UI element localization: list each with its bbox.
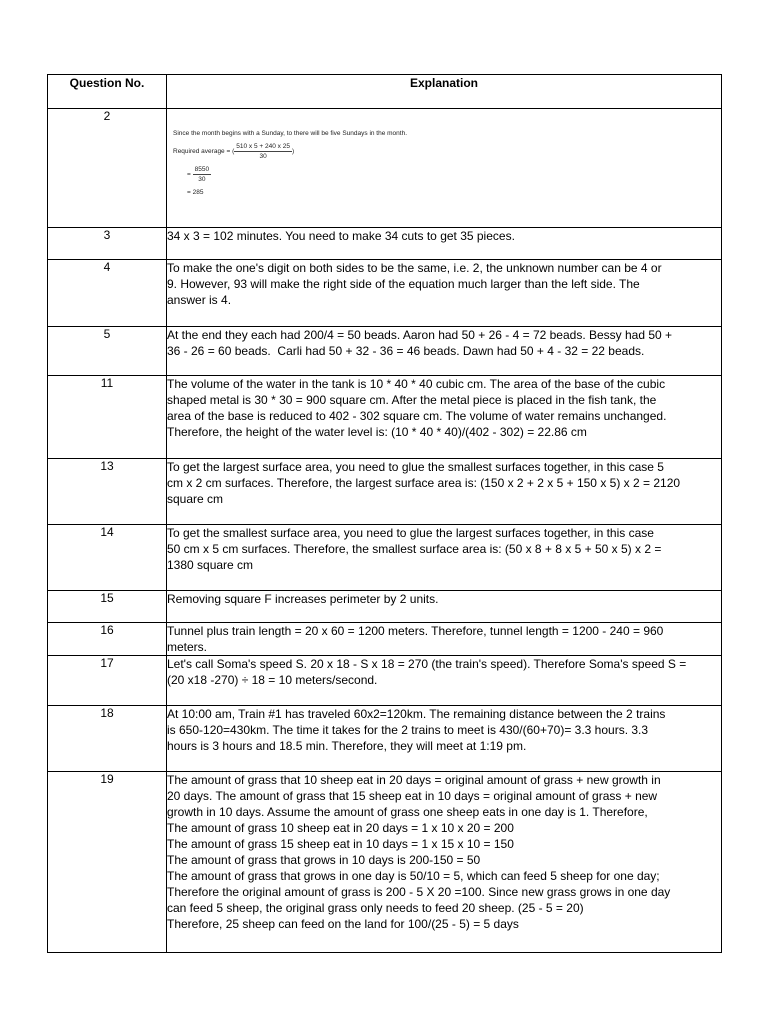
- explanation-cell: [167, 327, 722, 376]
- explanation-line: The volume of the water in the tank is 10 * 40 * 40 cubic cm. The area of the base of the cubic: [167, 377, 666, 391]
- fraction-numerator-2: 8550: [194, 166, 210, 173]
- explanation-line: 36 - 26 = 60 beads. Carli had 50 + 32 - 36 = 46 beads. Dawn had 50 + 4 - 32 = 22 beads.: [167, 344, 645, 358]
- explanation-line: 34 x 3 = 102 minutes. You need to make 34 cuts to get 35 pieces.: [167, 229, 515, 243]
- explanation-line: square cm: [167, 492, 224, 506]
- explanation-line: Therefore, the height of the water level is: (10 * 40 * 40)/(402 - 302) = 22.86 cm: [167, 425, 587, 439]
- question-number: 18: [48, 706, 167, 772]
- explanation-cell: [167, 706, 722, 772]
- explanation-line: shaped metal is 30 * 30 = 900 square cm. After the metal piece is placed in the fish tank, the: [167, 393, 657, 407]
- explanation-line: Therefore the original amount of grass is 200 - 5 X 20 =100. Since new grass grows in one day: [167, 885, 671, 899]
- explanation-line: Since the month begins with a Sunday, to there will be five Sundays in the month.: [173, 130, 408, 137]
- fraction-denominator-2: 30: [198, 176, 206, 183]
- explanation-line: growth in 10 days. Assume the amount of grass one sheep eats in one day is 1. Therefore,: [167, 805, 648, 819]
- question-number: 5: [48, 327, 167, 376]
- explanation-line: is 650-120=430km. The time it takes for the 2 trains to meet is 430/(60+70)= 3.3 hours. 3.3: [167, 723, 649, 737]
- question-number: 19: [48, 772, 167, 953]
- table-row: [48, 109, 722, 228]
- explanation-line: The amount of grass that grows in 10 days is 200-150 = 50: [167, 853, 481, 867]
- table-row: [48, 623, 722, 656]
- explanation-line: answer is 4.: [167, 293, 232, 307]
- explanation-line: Therefore, 25 sheep can feed on the land for 100/(25 - 5) = 5 days: [167, 917, 519, 931]
- explanation-line: 9. However, 93 will make the right side of the equation much larger than the left side. The: [167, 277, 640, 291]
- table-row: [48, 591, 722, 623]
- question-number: 15: [48, 591, 167, 623]
- question-number: 14: [48, 525, 167, 591]
- solutions-table: [47, 74, 722, 953]
- explanation-cell: [167, 260, 722, 327]
- table-row: [48, 327, 722, 376]
- question-number: 2: [48, 109, 167, 228]
- header-row: [48, 75, 722, 109]
- question-number: 11: [48, 376, 167, 459]
- explanation-line: The amount of grass that 10 sheep eat in 20 days = original amount of grass + new growth in: [167, 773, 661, 787]
- result-line: = 285: [187, 189, 204, 196]
- explanation-line: To make the one's digit on both sides to be the same, i.e. 2, the unknown number can be 4 or: [167, 261, 662, 275]
- table-row: [48, 376, 722, 459]
- question-number: 4: [48, 260, 167, 327]
- explanation-line: area of the base is reduced to 402 - 302 square cm. The volume of water remains unchanged.: [167, 409, 667, 423]
- explanation-line: At 10:00 am, Train #1 has traveled 60x2=120km. The remaining distance between the 2 trains: [167, 707, 666, 721]
- question-number: 17: [48, 656, 167, 706]
- explanation-line: The amount of grass 10 sheep eat in 20 days = 1 x 10 x 20 = 200: [167, 821, 514, 835]
- explanation-line: At the end they each had 200/4 = 50 beads. Aaron had 50 + 26 - 4 = 72 beads. Bessy had 50 +: [167, 328, 673, 342]
- explanation-line: To get the smallest surface area, you need to glue the largest surfaces together, in this case: [167, 526, 654, 540]
- table-row: [48, 260, 722, 327]
- fraction-denominator: 30: [259, 153, 267, 160]
- table-row: [48, 228, 722, 260]
- explanation-line: 50 cm x 5 cm surfaces. Therefore, the smallest surface area is: (50 x 8 + 8 x 5 + 50 x 5) x 2 =: [167, 542, 662, 556]
- explanation-cell: [167, 228, 722, 260]
- explanation-cell: [167, 656, 722, 706]
- explanation-line: cm x 2 cm surfaces. Therefore, the largest surface area is: (150 x 2 + 2 x 5 + 150 x 5) x 2 = 2120: [167, 476, 681, 490]
- explanation-cell: [167, 525, 722, 591]
- explanation-cell: [167, 109, 722, 228]
- explanation-line: Removing square F increases perimeter by 2 units.: [167, 592, 439, 606]
- explanation-image: Since the month begins with a Sunday, to there will be five Sundays in the month. Required average = ( $\frac{510 x 5 + 240 x 25}{30}$ ) = $\frac{8550}{30}$ = 285: [167, 109, 721, 197]
- header-question-no: Question No.: [48, 75, 167, 109]
- explanation-line: hours is 3 hours and 18.5 min. Therefore, they will meet at 1:19 pm.: [167, 739, 527, 753]
- equals-sign: =: [187, 171, 191, 179]
- explanation-line: 1380 square cm: [167, 558, 254, 572]
- explanation-line: meters.: [167, 640, 208, 654]
- table-row: [48, 525, 722, 591]
- question-number: 16: [48, 623, 167, 656]
- table-row: [48, 772, 722, 953]
- explanation-line: To get the largest surface area, you need to glue the smallest surfaces together, in this case 5: [167, 460, 664, 474]
- question-number: 13: [48, 459, 167, 525]
- explanation-cell: [167, 376, 722, 459]
- table-row: [48, 459, 722, 525]
- table-row: [48, 706, 722, 772]
- explanation-line: The amount of grass 15 sheep eat in 10 days = 1 x 15 x 10 = 150: [167, 837, 514, 851]
- explanation-line: 20 days. The amount of grass that 15 sheep eat in 10 days = original amount of grass + new: [167, 789, 658, 803]
- fraction-numerator: 510 x 5 + 240 x 25: [236, 143, 290, 150]
- explanation-cell: [167, 623, 722, 656]
- table-row: [48, 656, 722, 706]
- question-number: 3: [48, 228, 167, 260]
- explanation-cell: [167, 591, 722, 623]
- explanation-line: (20 x18 -270) ÷ 18 = 10 meters/second.: [167, 673, 378, 687]
- explanation-line: Let's call Soma's speed S. 20 x 18 - S x 18 = 270 (the train's speed). Therefore Soma's speed S =: [167, 657, 687, 671]
- explanation-cell: [167, 772, 722, 953]
- explanation-line: can feed 5 sheep, the original grass only needs to feed 20 sheep. (25 - 5 = 20): [167, 901, 584, 915]
- explanation-line: The amount of grass that grows in one day is 50/10 = 5, which can feed 5 sheep for one day;: [167, 869, 660, 883]
- header-explanation: Explanation: [167, 75, 722, 109]
- explanation-line: Tunnel plus train length = 20 x 60 = 1200 meters. Therefore, tunnel length = 1200 - 240 = 960: [167, 624, 664, 638]
- average-label: Required average =: [173, 148, 231, 156]
- explanation-cell: [167, 459, 722, 525]
